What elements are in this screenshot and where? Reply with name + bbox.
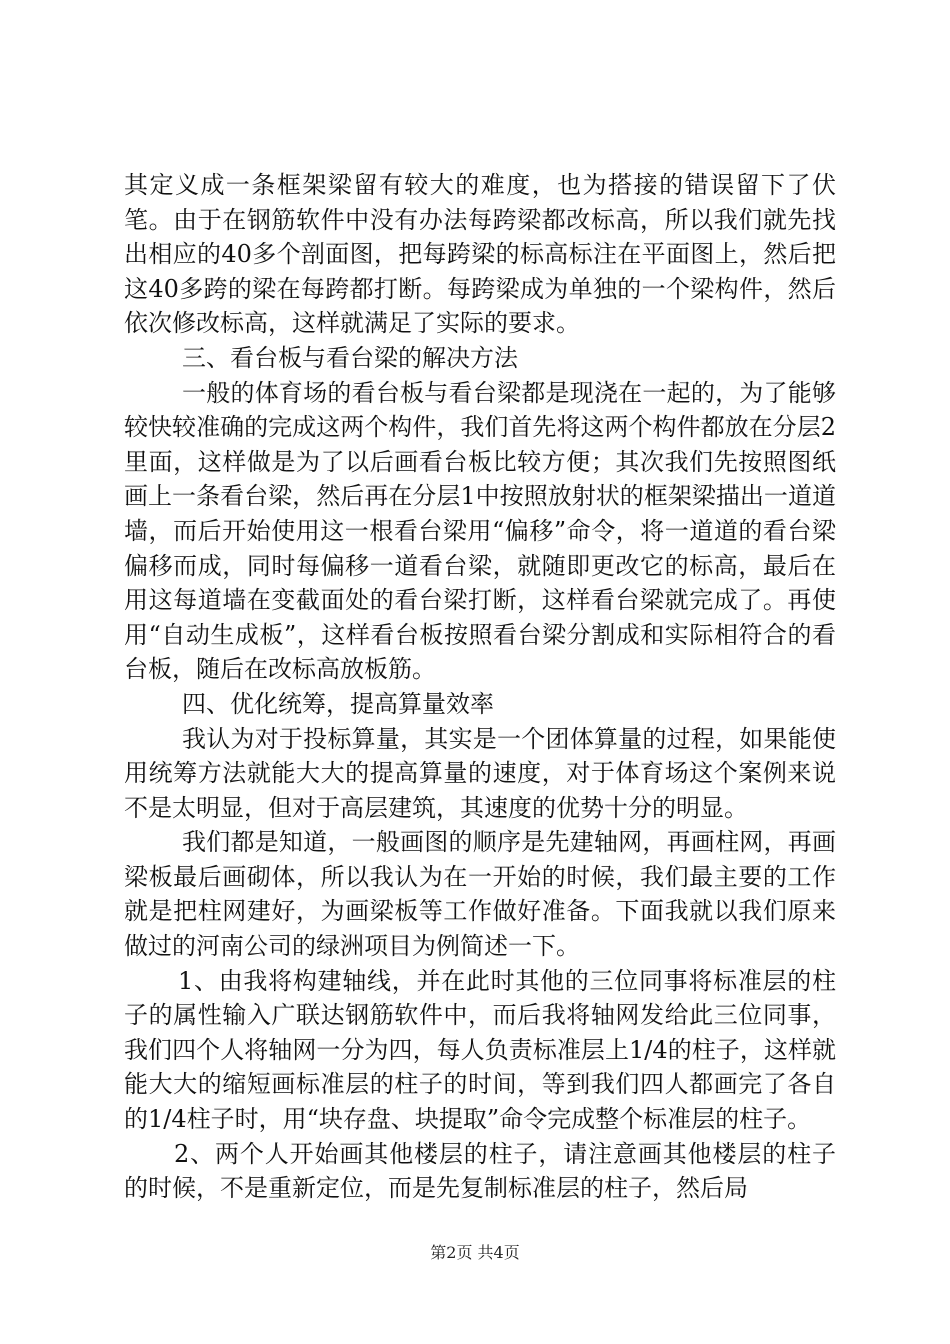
paragraph: 我认为对于投标算量，其实是一个团体算量的过程，如果能使用统筹方法就能大大的提高算量的速度，对于体育场这个案例来说不是太明显，但对于高层建筑，其速度的优势十分的明显。: [124, 724, 836, 822]
paragraph: 我们都是知道，一般画图的顺序是先建轴网，再画柱网，再画梁板最后画砌体，所以我认为在一开始的时候，我们最主要的工作就是把柱网建好，为画梁板等工作做好准备。下面我就以我们原来做过的河南公司的绿洲项目为例简述一下。: [124, 828, 836, 961]
document-body: [124, 168, 836, 1206]
page-footer: [0, 1243, 950, 1263]
paragraph: 一般的体育场的看台板与看台梁都是现浇在一起的，为了能够较快较准确的完成这两个构件，我们首先将这两个构件都放在分层2里面，这样做是为了以后画看台板比较方便；其次我们先按照图纸画上一条看台梁，然后再在分层1中按照放射状的框架梁描出一道道墙，而后开始使用这一根看台梁用“偏移”命令，将一道道的看台梁偏移而成，同时每偏移一道看台梁，就随即更改它的标高，最后在用这每道墙在变截面处的看台梁打断，这样看台梁就完成了。再使用“自动生成板”，这样看台板按照看台梁分割成和实际相符合的看台板，随后在改标高放板筋。: [124, 378, 836, 684]
list-item: 1、由我将构建轴线，并在此时其他的三位同事将标准层的柱子的属性输入广联达钢筋软件中，而后我将轴网发给此三位同事，我们四个人将轴网一分为四，每人负责标准层上1/4的柱子，这样就能大大的缩短画标准层的柱子的时间，等到我们四人都画完了各自的1/4柱子时，用“块存盘、块提取”命令完成整个标准层的柱子。: [124, 966, 836, 1134]
list-item: 2、两个人开始画其他楼层的柱子，请注意画其他楼层的柱子的时候，不是重新定位，而是先复制标准层的柱子，然后局: [124, 1139, 836, 1203]
page-number: 第2页 共4页: [430, 1243, 520, 1262]
section-heading-3: 三、看台板与看台梁的解决方法: [182, 343, 518, 372]
section-heading-4: 四、优化统筹，提高算量效率: [182, 689, 494, 718]
paragraph-continued: 其定义成一条框架梁留有较大的难度，也为搭接的错误留下了伏笔。由于在钢筋软件中没有办法每跨梁都改标高，所以我们就先找出相应的40多个剖面图，把每跨梁的标高标注在平面图上，然后把这40多跨的梁在每跨都打断。每跨梁成为单独的一个梁构件，然后依次修改标高，这样就满足了实际的要求。: [124, 171, 836, 338]
